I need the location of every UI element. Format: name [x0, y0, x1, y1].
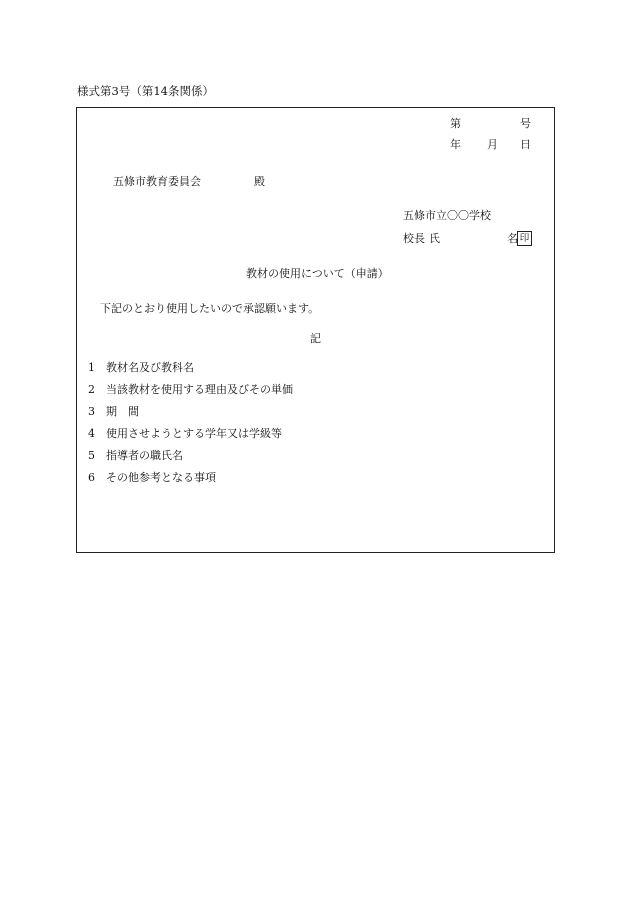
list-item	[88, 361, 194, 375]
form-frame	[76, 107, 555, 553]
principal-title: 校長	[403, 232, 425, 245]
item-text: 期 間	[106, 405, 139, 418]
principal-name-shi: 氏	[429, 232, 440, 245]
ki-heading: 記	[310, 332, 321, 345]
body-text: 下記のとおり使用したいので承認願います。	[100, 302, 320, 315]
document-title: 教材の使用について（申請）	[246, 267, 389, 280]
list-item	[88, 405, 139, 419]
addressee-honorific: 殿	[254, 175, 265, 188]
list-item	[88, 427, 282, 441]
item-number: 6	[88, 471, 95, 484]
date-month-label: 月	[487, 138, 498, 151]
list-item	[88, 383, 293, 397]
form-number-label: 様式第3号（第14条関係）	[77, 84, 214, 98]
date-year-label: 年	[450, 138, 461, 151]
list-item	[88, 471, 216, 485]
addressee: 五條市教育委員会	[113, 175, 201, 188]
item-number: 4	[88, 427, 95, 440]
date-day-label: 日	[520, 138, 531, 151]
list-item	[88, 449, 183, 463]
item-number: 3	[88, 405, 95, 418]
item-number: 1	[88, 361, 95, 374]
item-text: 指導者の職氏名	[106, 449, 183, 462]
principal-name-label: 名	[507, 232, 518, 245]
document-number-prefix: 第	[450, 117, 461, 130]
document-number-suffix: 号	[520, 117, 531, 130]
item-number: 5	[88, 449, 95, 462]
item-text: その他参考となる事項	[106, 471, 216, 484]
item-text: 当該教材を使用する理由及びその単価	[106, 383, 293, 396]
seal-stamp-box: 印	[517, 231, 532, 246]
sender-school: 五條市立〇〇学校	[403, 209, 491, 222]
item-number: 2	[88, 383, 95, 396]
item-text: 使用させようとする学年又は学級等	[106, 427, 282, 440]
item-text: 教材名及び教科名	[106, 361, 194, 374]
